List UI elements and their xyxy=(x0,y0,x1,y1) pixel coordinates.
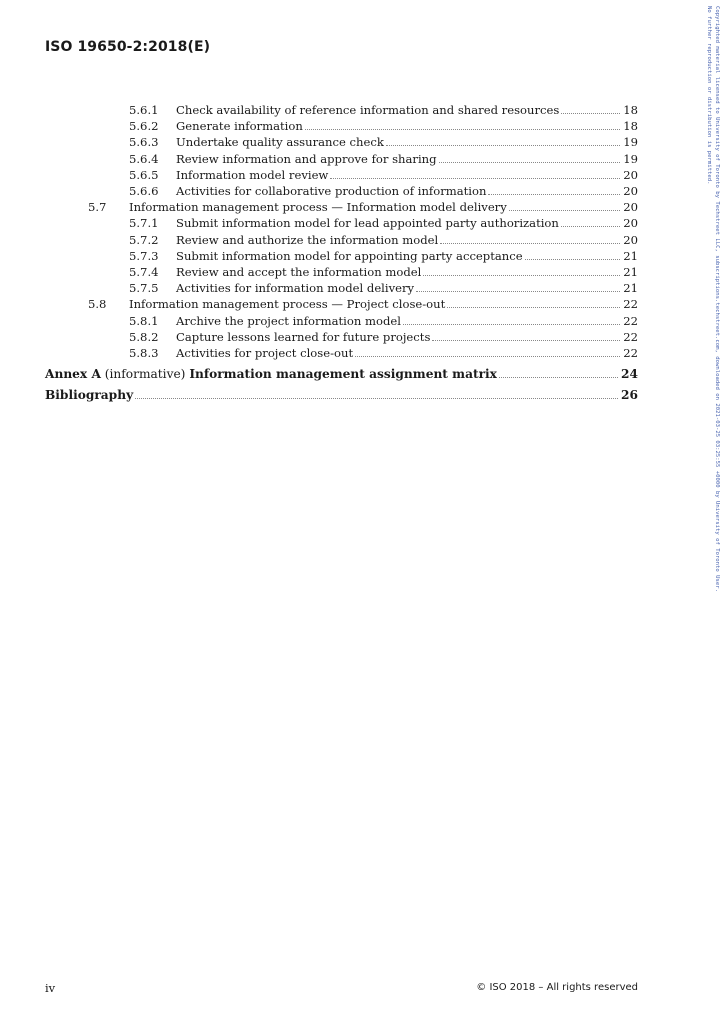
toc-entry-number: 5.6.6 xyxy=(129,184,159,198)
toc-entry-page: 19 xyxy=(623,135,638,150)
toc-entry-line xyxy=(129,296,638,312)
toc-entry-number: 5.6.1 xyxy=(129,103,159,117)
watermark-line-1: Copyrighted material licensed to University of Toronto by Techstreet LLC, subscriptions.techstreet.com, downloaded on 2021-03-25 03:25:55 +0000 by University of Toronto User. xyxy=(714,6,720,592)
toc-entry-line xyxy=(176,248,638,264)
toc-entry-number: 5.8.1 xyxy=(129,313,159,328)
toc-dot-leader xyxy=(525,258,621,260)
toc-entry-number: 5.7.3 xyxy=(129,248,159,263)
toc-dot-leader xyxy=(305,128,620,130)
toc-entry-line xyxy=(176,329,638,345)
toc-entry-title: Review information and approve for sharing xyxy=(176,151,437,166)
toc-dot-leader xyxy=(423,274,620,276)
toc-entry-line xyxy=(129,199,638,215)
toc-entry-page: 20 xyxy=(623,184,638,198)
toc-entry-number: 5.8 xyxy=(88,297,107,312)
toc-dot-leader xyxy=(439,161,621,163)
toc-entry-line xyxy=(176,280,638,296)
toc-entry-title: Review and authorize the information model xyxy=(176,232,439,247)
toc-entry-line xyxy=(176,151,638,167)
toc-dot-leader xyxy=(432,339,620,341)
toc-entry-page: 19 xyxy=(623,151,638,166)
toc-entry-number: 5.6.3 xyxy=(129,135,159,150)
footer-page-number: iv xyxy=(45,981,56,995)
toc-bibliography-page: 26 xyxy=(621,388,638,403)
toc-entry-page: 22 xyxy=(623,313,638,328)
toc-annex-qualifier: (informative) xyxy=(100,367,190,382)
toc-entry-line xyxy=(176,183,638,199)
toc-entry-page: 20 xyxy=(623,167,638,182)
toc-dot-leader xyxy=(416,290,620,292)
toc-entry-line xyxy=(176,264,638,280)
toc-entry-title: Activities for information model delivery xyxy=(176,281,415,296)
toc-dot-leader xyxy=(561,225,620,227)
toc-entry-title: Check availability of reference information and shared resources xyxy=(176,103,560,117)
toc-entry-page: 22 xyxy=(623,329,638,344)
toc-entry-line xyxy=(176,215,638,231)
toc-entry-number: 5.7.5 xyxy=(129,281,159,296)
toc-annex-label: Annex A xyxy=(45,367,101,382)
toc-entry-page: 20 xyxy=(623,216,638,231)
toc-entry-number: 5.8.3 xyxy=(129,346,159,360)
copyright-watermark xyxy=(703,6,724,766)
footer-copyright: © ISO 2018 – All rights reserved xyxy=(476,982,638,993)
toc-entry-number: 5.8.2 xyxy=(129,329,159,344)
toc-entry-page: 21 xyxy=(623,248,638,263)
toc-entry-number: 5.7.4 xyxy=(129,265,159,279)
toc-entry-page: 22 xyxy=(623,346,638,360)
toc-entry-number: 5.7.2 xyxy=(129,232,159,247)
toc-dot-leader xyxy=(499,376,618,378)
toc-entry-title: Submit information model for appointing party acceptance xyxy=(176,248,523,263)
toc-dot-leader xyxy=(488,193,620,195)
toc-entry-title: Generate information xyxy=(176,119,303,134)
toc-entry-title: Information management process — Project close-out xyxy=(129,297,446,312)
toc-dot-leader xyxy=(440,242,620,244)
toc-entry-title: Information model review xyxy=(176,167,329,182)
toc-entry-title: Undertake quality assurance check xyxy=(176,135,384,150)
toc-entry-title: Activities for project close-out xyxy=(176,346,354,360)
toc-entry-title: Submit information model for lead appointed party authorization xyxy=(176,216,559,231)
toc-bibliography-title: Bibliography xyxy=(45,388,134,403)
toc-entry-line xyxy=(176,102,638,118)
toc-entry-line xyxy=(176,167,638,183)
toc-entry-number: 5.7.1 xyxy=(129,216,159,231)
toc-entry-page: 18 xyxy=(623,103,638,117)
toc-entry-number: 5.6.2 xyxy=(129,119,159,134)
toc-entry-title: Capture lessons learned for future projects xyxy=(176,329,431,344)
toc-dot-leader xyxy=(355,355,620,357)
toc-entry-line xyxy=(176,313,638,329)
toc-dot-leader xyxy=(135,397,618,399)
toc-entry-number: 5.6.5 xyxy=(129,167,159,182)
toc-entry-line xyxy=(176,134,638,150)
toc-dot-leader xyxy=(386,144,620,146)
toc-entry-line xyxy=(176,232,638,248)
toc-dot-leader xyxy=(330,177,620,179)
toc-entry-page: 18 xyxy=(623,119,638,134)
toc-entry-line xyxy=(176,345,638,361)
toc-entry-title: Review and accept the information model xyxy=(176,265,422,279)
toc-entry-number: 5.7 xyxy=(88,200,107,215)
toc-annex-line xyxy=(45,366,638,382)
toc-bibliography-line xyxy=(45,387,638,403)
toc-annex-page: 24 xyxy=(621,367,638,382)
toc-annex-title: Information management assignment matrix xyxy=(189,367,497,382)
document-id-header: ISO 19650-2:2018(E) xyxy=(45,39,211,55)
toc-entry-page: 20 xyxy=(623,200,638,215)
toc-dot-leader xyxy=(403,323,620,325)
toc-entry-line xyxy=(176,118,638,134)
toc-dot-leader xyxy=(509,209,620,211)
toc-entry-page: 22 xyxy=(623,297,638,312)
watermark-line-2: No further reproduction or distribution is permitted. xyxy=(706,6,712,185)
toc-entry-title: Activities for collaborative production of information xyxy=(176,184,487,198)
toc-entry-page: 21 xyxy=(623,281,638,296)
toc-dot-leader xyxy=(561,112,620,114)
toc-entry-title: Archive the project information model xyxy=(176,313,401,328)
toc-entry-page: 20 xyxy=(623,232,638,247)
toc-dot-leader xyxy=(447,306,620,308)
toc-annex-title-group xyxy=(45,366,499,382)
toc-entry-number: 5.6.4 xyxy=(129,151,159,166)
toc-entry-title: Information management process — Information model delivery xyxy=(129,200,507,215)
toc-entry-page: 21 xyxy=(623,265,638,279)
